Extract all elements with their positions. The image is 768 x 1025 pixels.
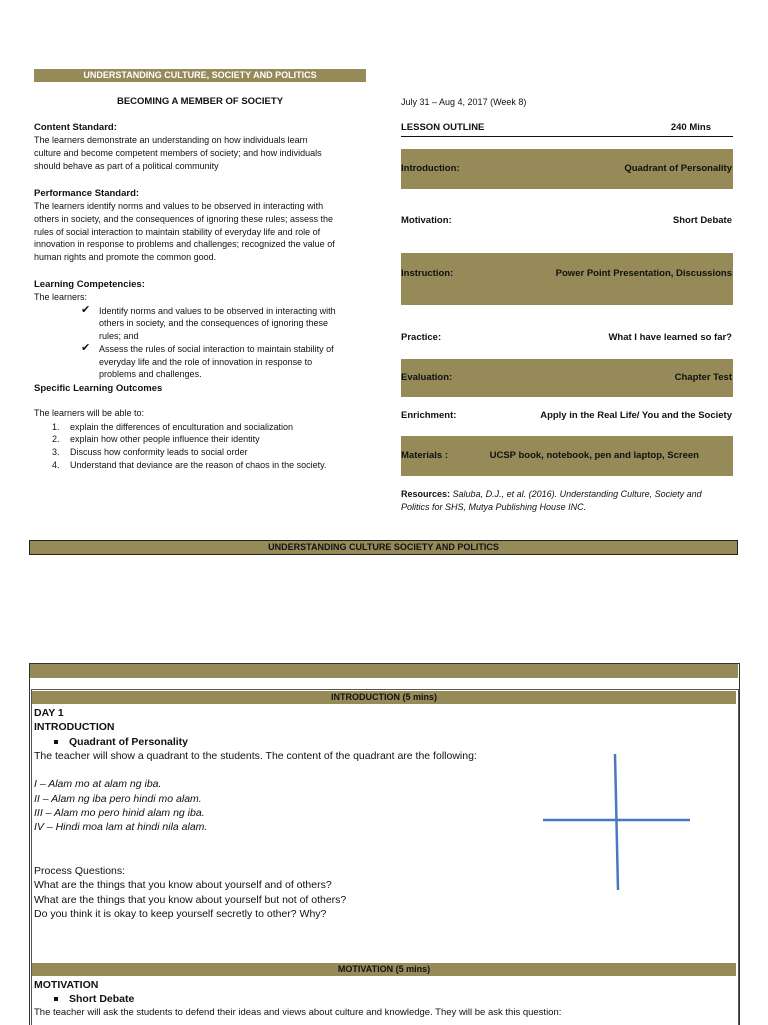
quadrant-cross-graphic	[540, 750, 695, 895]
lesson-outline-label: LESSON OUTLINE	[401, 122, 485, 133]
motivation-bullet	[34, 992, 734, 1006]
process-questions-label: Process Questions:	[34, 864, 126, 877]
outline-key: Practice:	[401, 332, 442, 343]
competency-line: Identify norms and values to be observed in interacting with	[99, 305, 336, 316]
quadrant-item: III – Alam mo pero hinid alam ng iba.	[34, 807, 205, 820]
content-standard-line: culture and become competent members of society; and how individuals	[34, 147, 322, 158]
resources-label: Resources:	[401, 489, 451, 499]
outline-value: Apply in the Real Life/ You and the Society	[540, 410, 732, 421]
outline-value: Short Debate	[672, 215, 732, 226]
bullet-icon	[54, 740, 58, 744]
performance-standard-line: rules of social interaction to maintain stability of everyday life and role of	[34, 226, 321, 237]
lesson-title: BECOMING A MEMBER OF SOCIETY	[116, 96, 284, 107]
competency-line: rules; and	[99, 331, 139, 342]
performance-standard-line: others in society, and the consequences of ignoring these rules; assess the	[34, 213, 334, 224]
motivation-description: The teacher will ask the students to defend their ideas and views about culture and knowledge. They will be ask this question:	[34, 1007, 562, 1019]
competencies-intro: The learners:	[34, 292, 88, 302]
instruction-band	[401, 253, 733, 305]
outline-key: Introduction:	[401, 163, 460, 174]
process-question: What are the things that you know about yourself and of others?	[34, 879, 332, 892]
competency-item	[79, 343, 369, 381]
outcome-item: 4. Understand that deviance are the reason of chaos in the society.	[52, 459, 327, 470]
mid-title-banner: UNDERSTANDING CULTURE SOCIETY AND POLITICS	[29, 540, 738, 555]
performance-standard-line: human rights and promote the common good.	[34, 252, 217, 263]
introduction-content	[34, 706, 534, 921]
process-question: Do you think it is okay to keep yourself secretly to other? Why?	[34, 908, 327, 921]
bullet-label: Quadrant of Personality	[69, 735, 189, 748]
outcome-item: 1. explain the differences of enculturation and socialization	[52, 421, 293, 432]
outline-key: Enrichment:	[401, 410, 457, 421]
content-standard-line: The learners demonstrate an understanding on how individuals learn	[34, 135, 308, 145]
outline-value: Chapter Test	[674, 372, 732, 383]
performance-standard-line: The learners identify norms and values to be observed in interacting with	[34, 201, 324, 211]
quadrant-item: IV – Hindi moa lam at hindi nila alam.	[34, 821, 208, 834]
introduction-bullet	[34, 735, 534, 749]
motivation-content	[34, 978, 734, 1020]
content-standard-line: should behave as part of a political community	[34, 160, 219, 171]
resources	[401, 488, 736, 514]
date-range: July 31 – Aug 4, 2017 (Week 8)	[401, 97, 527, 107]
resources-text: Politics for SHS, Mutya Publishing House INC.	[401, 502, 587, 512]
outline-value: UCSP book, notebook, pen and laptop, Screen	[489, 450, 699, 461]
left-title-banner: UNDERSTANDING CULTURE, SOCIETY AND POLITICS	[34, 69, 366, 82]
outline-value: Quadrant of Personality	[624, 163, 732, 174]
competency-line: problems and challenges.	[99, 369, 202, 380]
resources-text: Saluba, D.J., et al. (2016). Understanding Culture, Society and	[452, 489, 702, 499]
competency-line: others in society, and the consequences of ignoring these	[99, 318, 328, 329]
outline-key: Evaluation:	[401, 372, 453, 383]
motivation-heading: MOTIVATION	[34, 979, 99, 991]
checkmark-icon: ✔	[81, 341, 91, 354]
performance-standard	[34, 188, 369, 264]
outline-key: Materials :	[401, 450, 448, 461]
outcome-item: 3. Discuss how conformity leads to social order	[52, 447, 248, 458]
outline-value: What I have learned so far?	[608, 332, 732, 343]
quadrant-vertical-line	[615, 754, 618, 890]
competency-item	[79, 305, 369, 343]
competencies-heading: Learning Competencies:	[34, 279, 145, 290]
learning-competencies	[34, 279, 369, 381]
quadrant-item: I – Alam mo at alam ng iba.	[34, 778, 162, 791]
introduction-heading: INTRODUCTION	[34, 721, 115, 734]
quadrant-item: II – Alam ng iba pero hindi mo alam.	[34, 792, 202, 805]
introduction-description: The teacher will show a quadrant to the students. The content of the quadrant are the following:	[34, 749, 477, 762]
outline-value: Power Point Presentation, Discussions	[555, 268, 732, 279]
bullet-label: Short Debate	[69, 993, 135, 1006]
outline-key: Instruction:	[401, 268, 454, 279]
process-question: What are the things that you know about yourself but not of others?	[34, 893, 347, 906]
performance-standard-heading: Performance Standard:	[34, 188, 140, 199]
bullet-icon	[54, 997, 58, 1001]
competency-line: Assess the rules of social interaction to maintain stability of	[99, 343, 334, 354]
outcome-item: 2. explain how other people influence their identity	[52, 434, 260, 445]
checkmark-icon: ✔	[81, 303, 91, 316]
introduction-section-bar: INTRODUCTION (5 mins)	[32, 691, 736, 704]
lesson-plan-header-bar	[30, 664, 738, 678]
competency-line: everyday life and the role of innovation in response to	[99, 356, 313, 367]
learning-outcomes	[34, 383, 327, 472]
motivation-section-bar: MOTIVATION (5 mins)	[32, 963, 736, 976]
content-standard-heading: Content Standard:	[34, 122, 117, 133]
performance-standard-line: innovation in response to problems and challenges; recognized the value of	[34, 239, 335, 250]
outline-key: Motivation:	[401, 215, 452, 226]
day-label: DAY 1	[34, 707, 64, 719]
total-minutes: 240 Mins	[670, 122, 711, 133]
content-standard	[34, 122, 369, 172]
outcomes-intro: The learners will be able to:	[34, 408, 145, 418]
lesson-outline-header	[401, 122, 733, 137]
outcomes-heading: Specific Learning Outcomes	[34, 383, 163, 394]
